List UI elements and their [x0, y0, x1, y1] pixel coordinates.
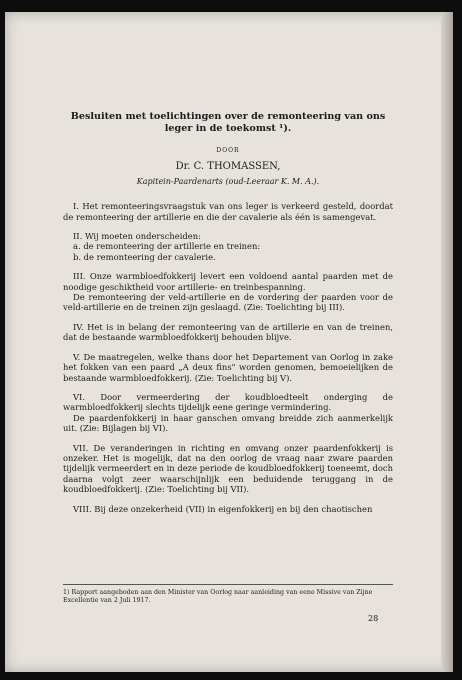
- paragraph-3-continued: De remonteering der veld-artillerie en de vordering der paarden voor de veld-artillerie en de treinen zijn geslaagd. (Zie: Toelichting bij III).: [63, 292, 393, 313]
- page-spine-shadow: [441, 12, 453, 672]
- article-title: Besluiten met toelichtingen over de remonteering van ons leger in de toekomst ¹).: [70, 111, 386, 134]
- paragraph-6-continued: De paardenfokkerij in haar ganschen omvang breidde zich aanmerkelijk uit. (Zie: Bijlagen bij VI).: [63, 412, 393, 434]
- paragraph-3: III. Onze warmbloedfokkerij levert een voldoend aantal paarden met de noodige geschiktheid voor artillerie- en treinbespanning.: [63, 271, 393, 292]
- paragraph-4: IV. Het is in belang der remonteering van de artillerie en van de treinen, dat de bestaande warmbloedfokkerij behouden blijve.: [63, 321, 393, 343]
- footnote-text: 1) Rapport aangeboden aan den Minister van Oorlog naar aanleiding van eene Missive van Zijne Excellentie van 2 Juli 1917.: [63, 589, 373, 604]
- author-name: Dr. C. THOMASSEN,: [175, 161, 281, 173]
- page-number: 28: [368, 614, 379, 623]
- byline-door: DOOR: [216, 147, 240, 154]
- paragraph-5: V. De maatregelen, welke thans door het Departement van Oorlog in zake het fokken van een paard „A deux fins" worden genomen, bemoeielijken de bestaande warmbloedfokkerij. (Zie: Toelichting bij V).: [63, 351, 393, 383]
- footnote: [63, 584, 393, 605]
- paragraph-8: VIII. Bij deze onzekerheid (VII) in eigenfokkerij en bij den chaotischen: [73, 503, 373, 514]
- paragraph-2: [63, 231, 393, 262]
- paragraph-2-item-b: b. de remonteering der cavalerie.: [73, 251, 216, 262]
- paragraph-2-head: II. Wij moeten onderscheiden:: [73, 231, 201, 242]
- paragraph-7: VII. De veranderingen in richting en omvang onzer paardenfokkerij is onzeker. Het is mogelijk, dat na den oorlog de vraag naar zware paarden tijdelijk vermeerdert en in deze periode de koudbloedfokkerij toeneemt, doch daarna volgt zeer waarschijnlijk een beduidende teruggang in de koudbloedfokkerij. (Zie: Toelichting bij VII).: [63, 442, 393, 495]
- article-body: [63, 111, 393, 523]
- author-rank: Kapitein-Paardenarts (oud-Leeraar K. M. A.).: [136, 176, 320, 186]
- paragraph-2-item-a: a. de remonteering der artillerie en treinen:: [73, 241, 261, 252]
- footnote-rule: [63, 584, 393, 585]
- paragraph-1: I. Het remonteeringsvraagstuk van ons leger is verkeerd gesteld, doordat de remonteering der artillerie en die der cavalerie als één is samengevat.: [63, 201, 393, 222]
- paragraph-6: VI. Door vermeerdering der koudbloedteelt onderging de warmbloedfokkerij slechts tijdelijk eene geringe vermindering.: [63, 391, 393, 413]
